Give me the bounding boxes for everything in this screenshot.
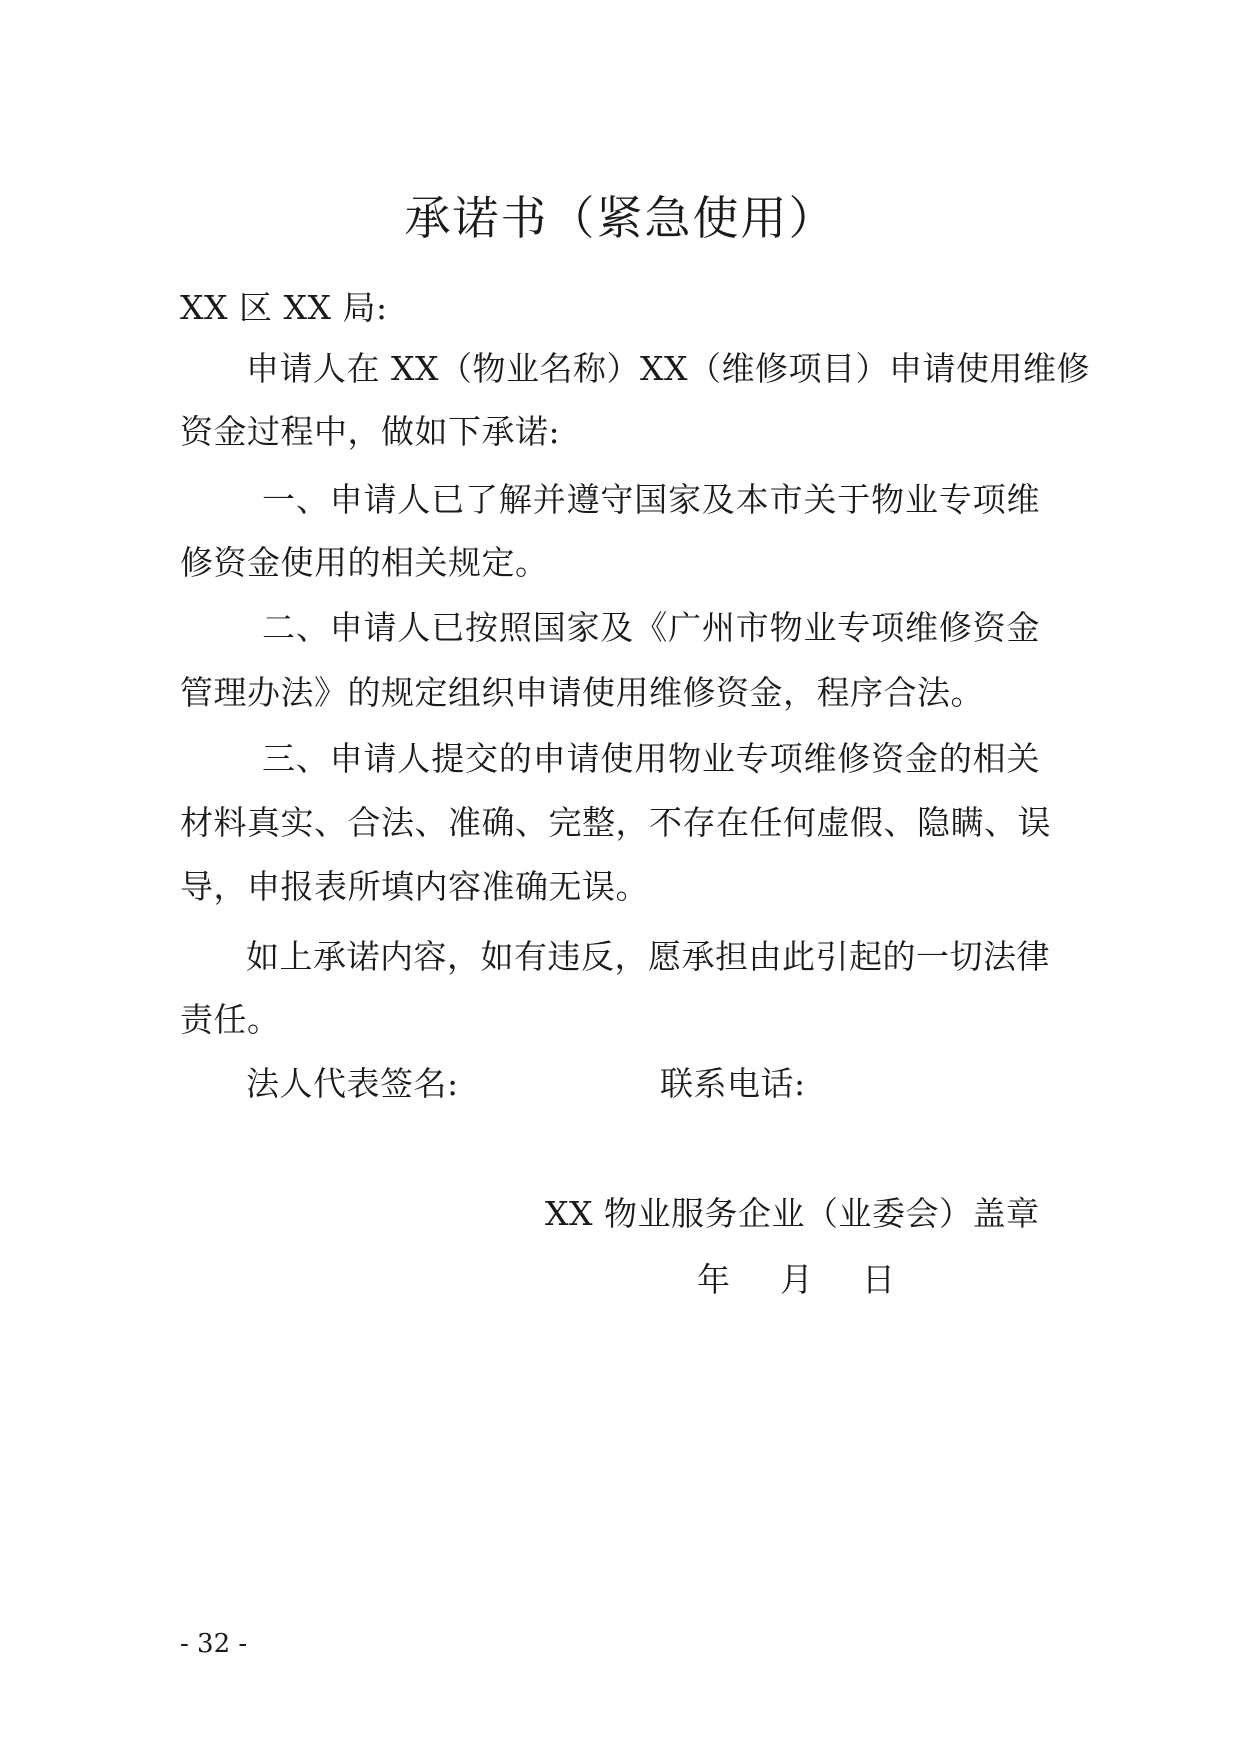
intro-line-2: 资金过程中，做如下承诺:	[180, 412, 561, 451]
closing-line-2: 责任。	[180, 1000, 281, 1039]
item-2-line-2: 管理办法》的规定组织申请使用维修资金，程序合法。	[180, 673, 984, 712]
phone-label: 联系电话:	[660, 1064, 806, 1103]
item-3-line-3: 导，申报表所填内容准确无误。	[180, 867, 649, 906]
page-number: - 32 -	[180, 1629, 248, 1659]
item-1-line-2: 修资金使用的相关规定。	[180, 543, 549, 582]
closing-line-1: 如上承诺内容，如有违反，愿承担由此引起的一切法律	[246, 937, 1050, 976]
date-year: 年	[697, 1260, 731, 1299]
seal-label: XX 物业服务企业（业委会）盖章	[545, 1194, 1040, 1233]
item-1-line-1: 一、申请人已了解并遵守国家及本市关于物业专项维	[262, 480, 1040, 519]
document-title: 承诺书（紧急使用）	[404, 191, 837, 245]
signature-label: 法人代表签名:	[246, 1064, 459, 1103]
date-day: 日	[862, 1260, 896, 1299]
intro-line-1: 申请人在 XX（物业名称）XX（维修项目）申请使用维修	[246, 349, 1090, 388]
addressee: XX 区 XX 局:	[180, 288, 388, 327]
item-3-line-2: 材料真实、合法、准确、完整，不存在任何虚假、隐瞒、误	[180, 803, 1051, 842]
item-2-line-1: 二、申请人已按照国家及《广州市物业专项维修资金	[262, 608, 1040, 647]
item-3-line-1: 三、申请人提交的申请使用物业专项维修资金的相关	[262, 739, 1040, 778]
date-month: 月	[780, 1260, 814, 1299]
